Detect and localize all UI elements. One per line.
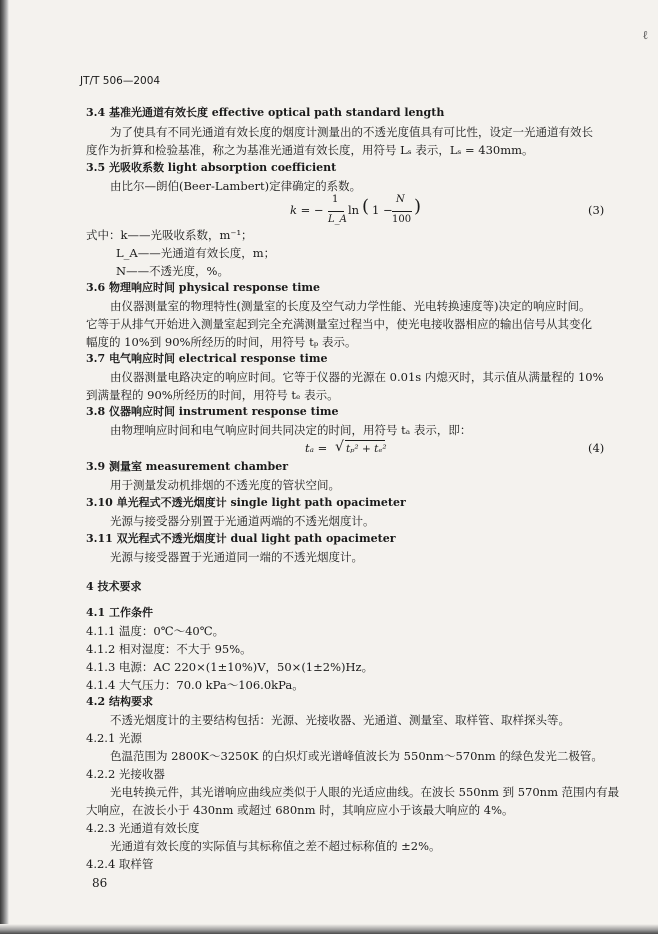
para-line: 幅度的 10%到 90%所经历的时间，用符号 tₚ 表示。 (86, 335, 357, 349)
section-3-5-heading: 3.5 光吸收系数 light absorption coefficient (86, 161, 337, 174)
page-number: 86 (92, 876, 108, 890)
section-3-9-heading: 3.9 测量室 measurement chamber (86, 460, 289, 473)
para-line: 由比尔—朗伯(Beer-Lambert)定律确定的系数。 (110, 179, 362, 193)
eq3-ln: ln (348, 203, 360, 217)
eq3-frac-num: 1 (332, 194, 339, 205)
clause-4-2-4: 4.2.4 取样管 (86, 857, 154, 871)
para-line: 光源与接受器置于光通道同一端的不透光烟度计。 (110, 550, 363, 564)
scan-edge-bottom (0, 924, 658, 934)
chapter-4-heading: 4 技术要求 (86, 580, 142, 593)
eq4-number: (4) (588, 441, 605, 455)
eq3-one-minus: 1 − (372, 203, 393, 217)
section-3-6-heading: 3.6 物理响应时间 physical response time (86, 281, 321, 294)
clause-4-2-2: 4.2.2 光接收器 (86, 767, 165, 781)
clause-4-1-2: 4.1.2 相对湿度：不大于 95%。 (86, 642, 252, 656)
eq4-radical: √ (335, 439, 344, 455)
eq3-frac-den: L_A (328, 214, 347, 225)
eq3-lhs: k = − (290, 203, 324, 217)
para-line: 到满量程的 90%所经历的时间，用符号 tₑ 表示。 (86, 388, 339, 402)
eq3-n-num: N (396, 194, 405, 205)
para-line: 由仪器测量室的物理特性(测量室的长度及空气动力学性能、光电转换速度等)决定的响应时间。 (110, 299, 591, 313)
para-line: 不透光烟度计的主要结构包括：光源、光接收器、光通道、测量室、取样管、取样探头等。 (110, 713, 570, 727)
eq4-lhs: tₐ = (305, 441, 328, 455)
section-3-7-heading: 3.7 电气响应时间 electrical response time (86, 352, 328, 365)
eq4-expr: tₚ² + tₑ² (346, 443, 387, 455)
section-3-4-heading: 3.4 基准光通道有效长度 effective optical path standard length (86, 106, 445, 119)
eq3-paren-close: ) (414, 196, 422, 217)
equation-4 (305, 437, 620, 459)
para-line: 由物理响应时间和电气响应时间共同决定的时间，用符号 tₐ 表示，即： (110, 423, 472, 437)
where-item: L_A——光通道有效长度，m； (116, 246, 276, 260)
equation-3 (290, 194, 620, 230)
clause-4-1-3: 4.1.3 电源：AC 220×(1±10%)V，50×(1±2%)Hz。 (86, 660, 374, 674)
clause-4-2-3: 4.2.3 光通道有效长度 (86, 821, 200, 835)
section-3-11-heading: 3.11 双光程式不透光烟度计 dual light path opacimeter (86, 532, 396, 545)
section-3-8-heading: 3.8 仪器响应时间 instrument response time (86, 405, 339, 418)
para-line: 色温范围为 2800K～3250K 的白炽灯或光谱峰值波长为 550nm～570nm 的绿色发光二极管。 (110, 749, 603, 763)
clause-4-2-1: 4.2.1 光源 (86, 731, 142, 745)
section-4-2-heading: 4.2 结构要求 (86, 695, 153, 708)
para-line: 度作为折算和检验基准，称之为基准光通道有效长度，用符号 Lₛ 表示，Lₛ = 430mm。 (86, 143, 534, 157)
clause-4-1-1: 4.1.1 温度：0℃～40℃。 (86, 624, 225, 638)
where-clause: 式中：k——光吸收系数，m⁻¹； (86, 228, 253, 242)
scan-mark: ℓ (642, 28, 648, 42)
para-line: 由仪器测量电路决定的响应时间。它等于仪器的光源在 0.01s 内熄灭时，其示值从满量程的 10% (110, 370, 604, 384)
scan-edge-left (0, 0, 9, 934)
para-line: 大响应，在波长小于 430nm 或超过 680nm 时，其响应应小于该最大响应的 4%。 (86, 803, 514, 817)
para-line: 光源与接受器分别置于光通道两端的不透光烟度计。 (110, 514, 375, 528)
para-line: 为了使具有不同光通道有效长度的烟度计测量出的不透光度值具有可比性，设定一光通道有效长 (110, 125, 593, 139)
where-item: N——不透光度，%。 (116, 264, 229, 278)
section-4-1-heading: 4.1 工作条件 (86, 606, 153, 619)
clause-4-1-4: 4.1.4 大气压力：70.0 kPa～106.0kPa。 (86, 678, 304, 692)
para-line: 用于测量发动机排烟的不透光度的管状空间。 (110, 478, 340, 492)
para-line: 光电转换元件，其光谱响应曲线应类似于人眼的光适应曲线。在波长 550nm 到 570nm 范围内有最 (110, 785, 620, 799)
eq3-n-den: 100 (392, 214, 412, 225)
eq3-paren-open: ( (362, 196, 370, 217)
header-standard-code: JT/T 506—2004 (80, 75, 161, 87)
section-3-10-heading: 3.10 单光程式不透光烟度计 single light path opacimeter (86, 496, 406, 509)
para-line: 光通道有效长度的实际值与其标称值之差不超过标称值的 ±2%。 (110, 839, 441, 853)
eq3-number: (3) (588, 203, 605, 217)
para-line: 它等于从排气开始进入测量室起到完全充满测量室过程当中，使光电接收器相应的输出信号从其变化 (86, 317, 592, 331)
